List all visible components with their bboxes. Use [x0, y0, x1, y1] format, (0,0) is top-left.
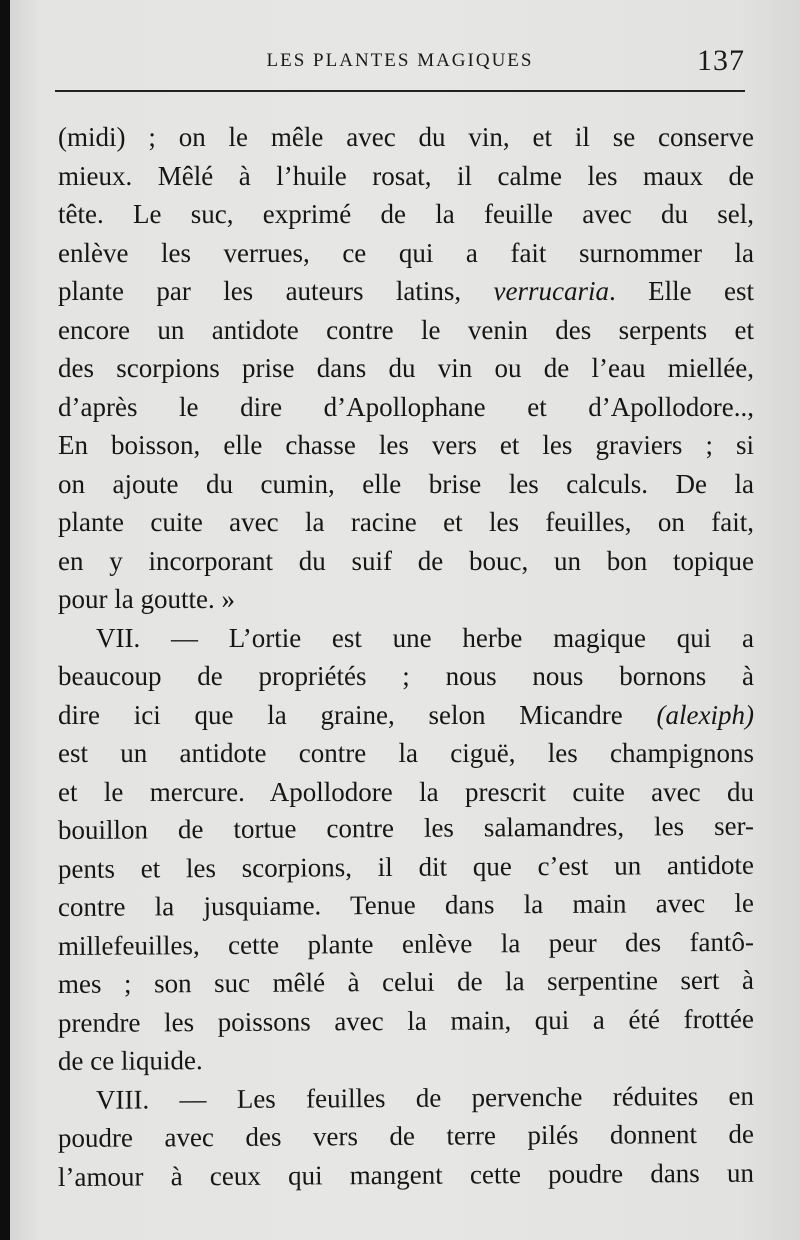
body-text — [58, 118, 754, 1196]
text-fragment: dire ici que la graine, selon Micandre — [58, 699, 657, 730]
text-fragment: plante par les auteurs latins, — [58, 276, 494, 306]
text-line: contre la jusquiame. Tenue dans la main avec le — [57, 887, 755, 922]
text-line: plante cuite avec la racine et les feuilles, on fait, — [58, 507, 754, 537]
text-line: bouillon de tortue contre les salamandres, les ser- — [57, 810, 755, 845]
text-line: pour la goutte. » — [58, 584, 235, 614]
text-line: mes ; son suc mêlé à celui de la serpentine sert à — [57, 964, 755, 999]
text-line: est un antidote contre la ciguë, les champignons — [58, 738, 754, 768]
text-line: d’après le dire d’Apollophane et d’Apollodore.., — [58, 391, 754, 422]
text-line: l’amour à ceux qui mangent cette poudre dans un — [57, 1157, 755, 1192]
text-line: tête. Le suc, exprimé de la feuille avec du sel, — [58, 199, 754, 229]
text-line: en y incorporant du suif de bouc, un bon topique — [58, 545, 754, 576]
text-line: encore un antidote contre le venin des serpents et — [58, 314, 754, 345]
text-line: on ajoute du cumin, elle brise les calculs. De la — [58, 468, 754, 499]
italic-term: verrucaria — [493, 276, 610, 306]
text-line: enlève les verrues, ce qui a fait surnommer la — [58, 237, 754, 268]
text-line — [58, 272, 754, 311]
text-line: En boisson, elle chasse les vers et les graviers ; si — [58, 430, 754, 460]
text-line: poudre avec des vers de terre pilés donnent de — [57, 1118, 755, 1153]
text-line: pents et les scorpions, il dit que c’est un antidote — [57, 849, 755, 884]
text-line: de ce liquide. — [57, 1045, 203, 1076]
header-rule — [55, 90, 745, 92]
paragraph-start-viii: VIII. — Les feuilles de pervenche réduites en — [95, 1080, 755, 1115]
text-line: prendre les poissons avec la main, qui a été frottée — [57, 1003, 755, 1038]
text-line: mieux. Mêlé à l’huile rosat, il calme les maux de — [58, 160, 754, 191]
page-header — [55, 44, 745, 84]
paragraph-start-vii: VII. — L’ortie est une herbe magique qui a — [96, 622, 754, 653]
text-line: millefeuilles, cette plante enlève la peur des fantô- — [57, 926, 755, 961]
text-fragment: . Elle est — [609, 276, 754, 306]
running-title: LES PLANTES MAGIQUES — [266, 50, 534, 71]
text-line: (midi) ; on le mêle avec du vin, et il se conserve — [58, 122, 754, 152]
text-line — [58, 696, 754, 735]
page-number: 137 — [697, 44, 745, 77]
book-page — [10, 0, 800, 1240]
text-line: beaucoup de propriétés ; nous nous bornons à — [58, 661, 754, 691]
text-line: et le mercure. Apollodore la prescrit cuite avec du — [58, 776, 754, 807]
italic-term: (alexiph) — [656, 699, 754, 730]
text-line: des scorpions prise dans du vin ou de l’eau miellée, — [58, 353, 754, 383]
